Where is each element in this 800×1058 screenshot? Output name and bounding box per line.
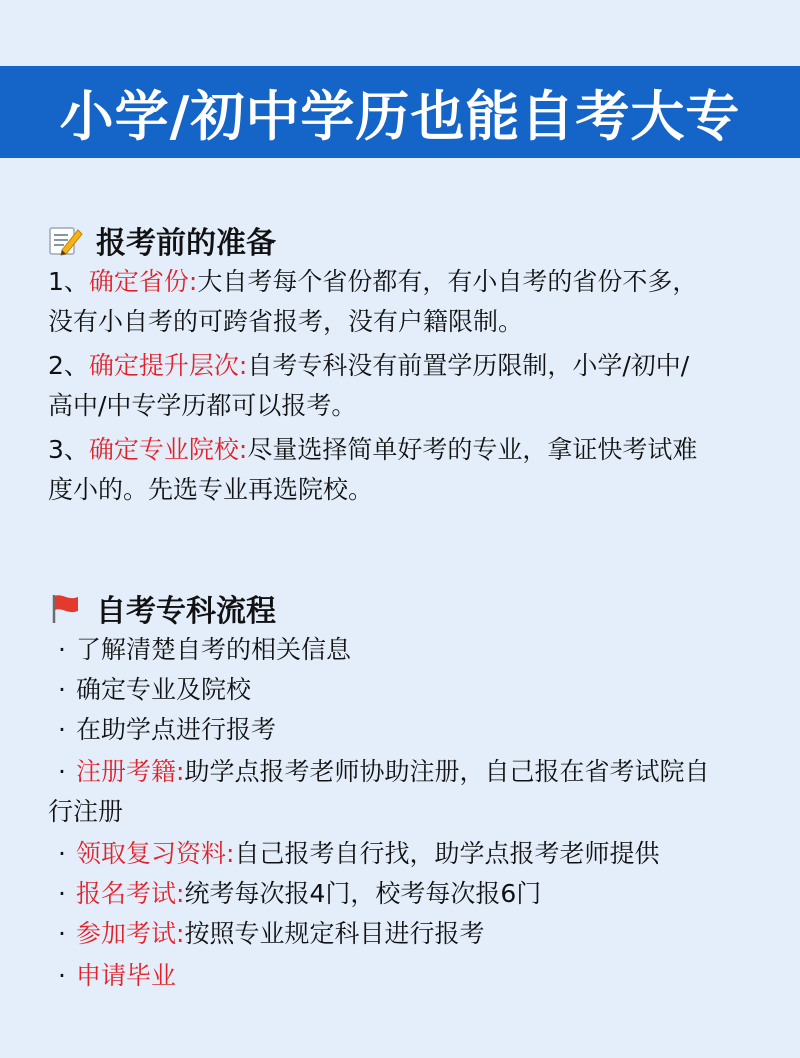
- item-label: 注册考籍:: [76, 757, 185, 786]
- prep-item-2: [48, 346, 760, 426]
- process-item: [48, 956, 760, 996]
- item-label: 确定提升层次:: [88, 351, 248, 380]
- item-label: 申请毕业: [76, 961, 177, 990]
- item-text-continued: 行注册: [48, 797, 124, 826]
- item-number: 2、: [48, 351, 89, 380]
- item-label: 确定省份:: [88, 267, 198, 296]
- bullet-dot: ·: [58, 675, 66, 704]
- item-text: 在助学点进行报考: [76, 715, 277, 744]
- page-title: 小学/初中学历也能自考大专: [59, 84, 741, 148]
- item-label: 确定专业院校:: [88, 435, 248, 464]
- bullet-dot: ·: [58, 715, 66, 744]
- title-banner: [0, 66, 800, 158]
- process-item: [48, 670, 760, 710]
- red-flag-icon: [48, 592, 84, 624]
- item-text: 助学点报考老师协助注册，自己报在省考试院自: [184, 757, 710, 786]
- prep-item-3: [48, 430, 760, 510]
- item-text: 统考每次报4门，校考每次报6门: [184, 879, 542, 908]
- item-text-continued: 没有小自考的可跨省报考，没有户籍限制。: [48, 307, 524, 336]
- item-label: 领取复习资料:: [76, 839, 235, 868]
- item-label: 参加考试:: [76, 919, 185, 948]
- process-item: [48, 874, 760, 914]
- section-preparation-heading: [48, 218, 276, 262]
- item-text: 自考专科没有前置学历限制，小学/初中/: [247, 351, 690, 380]
- prep-item-1: [48, 262, 760, 342]
- item-number: 1、: [48, 267, 89, 296]
- memo-icon: [48, 224, 84, 256]
- item-text: 了解清楚自考的相关信息: [76, 635, 352, 664]
- process-item: [48, 710, 760, 750]
- bullet-dot: ·: [58, 961, 66, 990]
- bullet-dot: ·: [58, 879, 66, 908]
- item-text: 确定专业及院校: [76, 675, 252, 704]
- item-label: 报名考试:: [76, 879, 185, 908]
- item-number: 3、: [48, 435, 89, 464]
- section-preparation-title: 报考前的准备: [96, 226, 276, 261]
- item-text: 按照专业规定科目进行报考: [184, 919, 485, 948]
- item-text: 大自考每个省份都有，有小自考的省份不多，: [197, 267, 698, 296]
- bullet-dot: ·: [58, 757, 66, 786]
- process-item: [48, 914, 760, 954]
- process-item: [48, 752, 760, 832]
- item-text: 尽量选择简单好考的专业，拿证快考试难: [247, 435, 698, 464]
- process-item: [48, 834, 760, 874]
- process-item: [48, 630, 760, 670]
- item-text-continued: 高中/中专学历都可以报考。: [48, 391, 357, 420]
- bullet-dot: ·: [58, 839, 66, 868]
- bullet-dot: ·: [58, 919, 66, 948]
- bullet-dot: ·: [58, 635, 66, 664]
- item-text-continued: 度小的。先选专业再选院校。: [48, 475, 374, 504]
- section-process-heading: [48, 586, 276, 630]
- section-process-title: 自考专科流程: [96, 594, 276, 629]
- item-text: 自己报考自行找，助学点报考老师提供: [234, 839, 660, 868]
